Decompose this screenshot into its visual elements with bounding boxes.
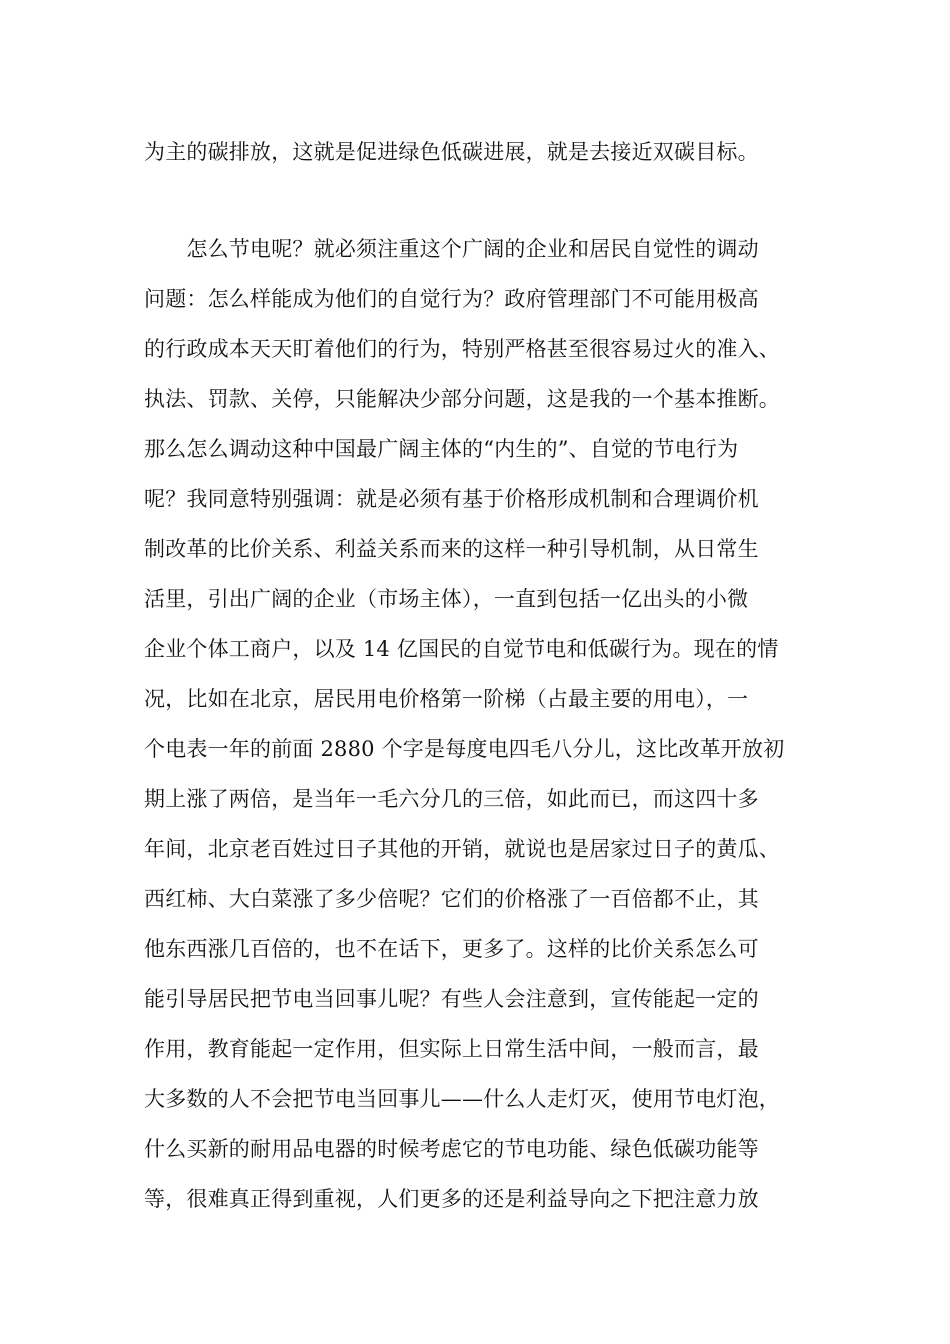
text-line: 怎么节电呢？就必须注重这个广阔的企业和居民自觉性的调动 bbox=[144, 237, 759, 261]
text-line: 为主的碳排放，这就是促进绿色低碳进展，就是去接近双碳目标。 bbox=[144, 140, 759, 164]
text-line: 年间，北京老百姓过日子其他的开销，就说也是居家过日子的黄瓜、 bbox=[144, 837, 780, 861]
text-line: 活里，引出广阔的企业（市场主体），一直到包括一亿出头的小微 bbox=[144, 587, 749, 611]
text-line: 呢？我同意特别强调：就是必须有基于价格形成机制和合理调价机 bbox=[144, 487, 759, 511]
text-line: 等，很难真正得到重视，人们更多的还是利益导向之下把注意力放 bbox=[144, 1187, 759, 1211]
text-line: 西红柿、大白菜涨了多少倍呢？它们的价格涨了一百倍都不止，其 bbox=[144, 887, 759, 911]
text-line: 问题：怎么样能成为他们的自觉行为？政府管理部门不可能用极高 bbox=[144, 287, 759, 311]
text-line: 大多数的人不会把节电当回事儿——什么人走灯灭，使用节电灯泡， bbox=[144, 1087, 780, 1111]
text-line: 那么怎么调动这种中国最广阔主体的“内生的”、自觉的节电行为 bbox=[144, 437, 739, 461]
text-line: 作用，教育能起一定作用，但实际上日常生活中间，一般而言，最 bbox=[144, 1037, 759, 1061]
text-line: 的行政成本天天盯着他们的行为，特别严格甚至很容易过火的准入、 bbox=[144, 337, 780, 361]
text-line: 况，比如在北京，居民用电价格第一阶梯（占最主要的用电），一 bbox=[144, 687, 749, 711]
text-line: 个电表一年的前面 2880 个字是每度电四毛八分儿，这比改革开放初 bbox=[144, 737, 785, 761]
text-line: 企业个体工商户，以及 14 亿国民的自觉节电和低碳行为。现在的情 bbox=[144, 637, 779, 661]
text-line: 期上涨了两倍，是当年一毛六分几的三倍，如此而已，而这四十多 bbox=[144, 787, 759, 811]
text-line: 他东西涨几百倍的，也不在话下，更多了。这样的比价关系怎么可 bbox=[144, 937, 759, 961]
text-line: 制改革的比价关系、利益关系而来的这样一种引导机制，从日常生 bbox=[144, 537, 759, 561]
text-line: 执法、罚款、关停，只能解决少部分问题，这是我的一个基本推断。 bbox=[144, 387, 780, 411]
text-line: 什么买新的耐用品电器的时候考虑它的节电功能、绿色低碳功能等 bbox=[144, 1137, 759, 1161]
text-line: 能引导居民把节电当回事儿呢？有些人会注意到，宣传能起一定的 bbox=[144, 987, 759, 1011]
